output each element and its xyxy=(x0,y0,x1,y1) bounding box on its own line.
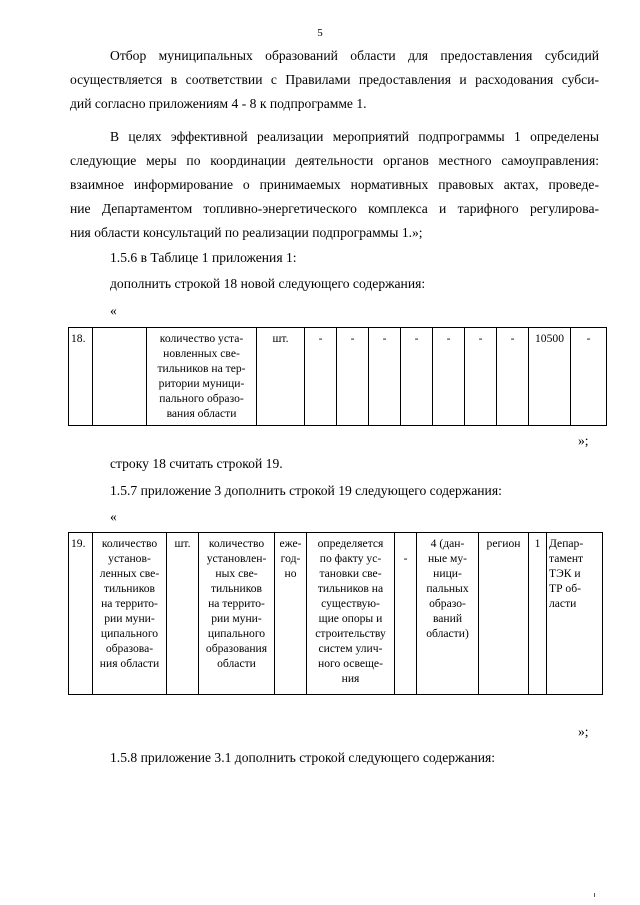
cell-line: по факту ус- xyxy=(319,552,382,565)
table-row xyxy=(69,533,603,695)
table-1 xyxy=(68,327,607,426)
row-18-to-19-text: строку 18 считать строкой 19. xyxy=(110,456,283,471)
cell-line: ципального xyxy=(100,627,159,640)
item-1-5-7: 1.5.7 приложение 3 дополнить строкой 19 следующего содержания: xyxy=(110,483,502,498)
cell-line: тильников на тер- xyxy=(157,362,246,375)
cell-line: рии муни- xyxy=(104,612,155,625)
cell-line: систем улич- xyxy=(318,642,383,655)
cell-line: ТЭК и xyxy=(549,567,581,580)
page-number: 5 xyxy=(317,27,323,39)
dash-cell: - xyxy=(433,328,465,426)
cell-line: еже- xyxy=(279,537,302,550)
cell-line: ного освеще- xyxy=(318,657,383,670)
cell-line: рии муни- xyxy=(211,612,262,625)
cell-line: установлен- xyxy=(206,552,267,565)
one-cell: 1 xyxy=(529,533,547,695)
dash-cell: - xyxy=(395,533,417,695)
cell-line: пальных xyxy=(426,582,469,595)
cell-line: ные му- xyxy=(427,552,468,565)
dash-cell: - xyxy=(465,328,497,426)
cell-line: количество xyxy=(101,537,158,550)
indicator-name-cell xyxy=(147,328,257,426)
cell-line: ТР об- xyxy=(549,582,581,595)
open-quote: « xyxy=(110,509,117,524)
value-cell: 10500 xyxy=(529,328,571,426)
dash-cell: - xyxy=(369,328,401,426)
cell-line: ния области xyxy=(99,657,160,670)
cell-line: образова- xyxy=(105,642,154,655)
cell-line: вания области xyxy=(166,407,237,420)
item-1-5-8: 1.5.8 приложение 3.1 дополнить строкой следующего содержания: xyxy=(110,750,496,765)
cell-line: области xyxy=(217,657,256,670)
unit-cell: шт. xyxy=(167,533,199,695)
close-quote: »; xyxy=(578,724,589,739)
dash-cell: - xyxy=(401,328,433,426)
cell-line: ципального xyxy=(207,627,266,640)
cell-line: определяется xyxy=(317,537,384,550)
add-row-18-text: дополнить строкой 18 новой следующего содержания: xyxy=(110,276,426,291)
table-2 xyxy=(68,532,603,695)
cell-line: год- xyxy=(280,552,301,565)
cell-line: тильников xyxy=(103,582,156,595)
cell-line: количество уста- xyxy=(159,332,244,345)
cell-line: новленных све- xyxy=(163,347,240,360)
responsible-cell xyxy=(547,533,603,695)
cell-line: установ- xyxy=(108,552,151,565)
paragraph-line: взаимное информирование о принимаемых нормативных правовых актах, проведе- xyxy=(70,177,599,192)
cell-line: но xyxy=(284,567,297,580)
cell-line: образо- xyxy=(429,597,466,610)
cell-line: ласти xyxy=(549,597,577,610)
item-1-5-6: 1.5.6 в Таблице 1 приложения 1: xyxy=(110,250,297,265)
dash-cell: - xyxy=(337,328,369,426)
cell-line: на террито- xyxy=(208,597,265,610)
cell-line: количество xyxy=(208,537,265,550)
definition-cell xyxy=(199,533,275,695)
row-number: 18. xyxy=(69,328,93,426)
dash-cell: - xyxy=(571,328,607,426)
indicator-name-cell xyxy=(93,533,167,695)
cell-line: на террито- xyxy=(101,597,158,610)
cell-line: Депар- xyxy=(549,537,584,550)
source-cell xyxy=(417,533,479,695)
cell-line: ных све- xyxy=(215,567,258,580)
frequency-cell xyxy=(275,533,307,695)
cell-line: ния xyxy=(341,672,360,685)
cell-line: образования xyxy=(205,642,268,655)
unit-cell: шт. xyxy=(257,328,305,426)
cell-line: ници- xyxy=(433,567,462,580)
close-quote: »; xyxy=(578,433,589,448)
row-number: 19. xyxy=(69,533,93,695)
cell-line: ритории муници- xyxy=(158,377,245,390)
cell-line: тильников на xyxy=(317,582,384,595)
cell-line: области) xyxy=(426,627,469,640)
cell-line: строительству xyxy=(315,627,386,640)
cell-line: ленных све- xyxy=(99,567,160,580)
empty-cell xyxy=(93,328,147,426)
cell-line: тановки све- xyxy=(319,567,382,580)
cell-line: существую- xyxy=(321,597,380,610)
paragraph-line: дий согласно приложениям 4 - 8 к подпрограмме 1. xyxy=(70,96,367,111)
cell-line: 4 (дан- xyxy=(430,537,465,550)
cell-line: тильников xyxy=(210,582,263,595)
table-row xyxy=(69,328,607,426)
cell-line: щие опоры и xyxy=(318,612,383,625)
method-cell xyxy=(307,533,395,695)
paragraph-line: осуществляется в соответствии с Правилами предоставления и расходования субси- xyxy=(70,72,599,87)
open-quote: « xyxy=(110,303,117,318)
cell-line: ваний xyxy=(432,612,463,625)
region-cell: регион xyxy=(479,533,529,695)
paragraph-line: В целях эффективной реализации мероприятий подпрограммы 1 определены xyxy=(110,129,599,144)
cell-line: пального образо- xyxy=(159,392,244,405)
paragraph-line: ния области консультаций по реализации подпрограммы 1.»; xyxy=(70,225,423,240)
dash-cell: - xyxy=(497,328,529,426)
paragraph-line: ние Департаментом топливно-энергетического комплекса и тарифного регулирова- xyxy=(70,201,599,216)
cell-line: тамент xyxy=(549,552,584,565)
paragraph-line: Отбор муниципальных образований области для предоставления субсидий xyxy=(110,48,599,63)
dash-cell: - xyxy=(305,328,337,426)
paragraph-line: следующие меры по координации деятельности органов местного самоуправления: xyxy=(70,153,599,168)
scan-mark xyxy=(594,893,595,897)
